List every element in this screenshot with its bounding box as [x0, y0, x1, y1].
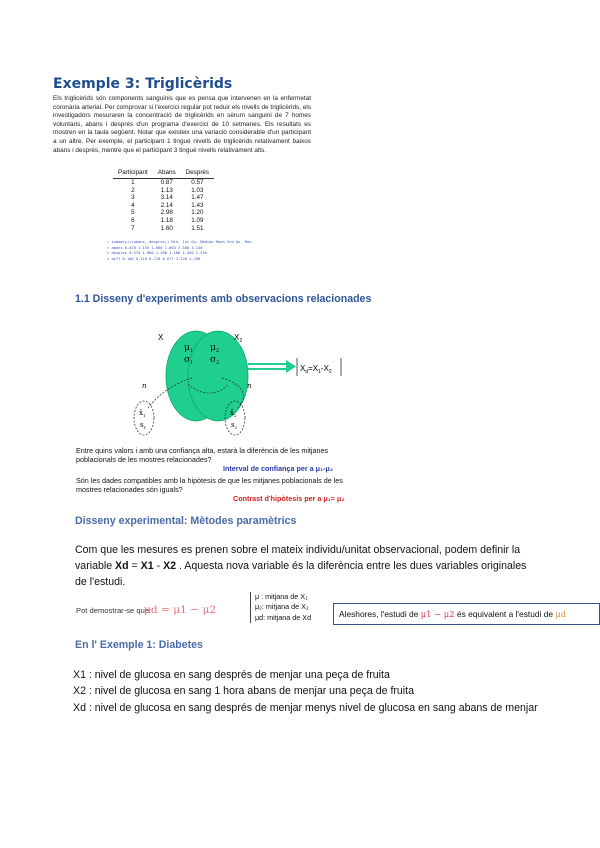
table-header: Abans [153, 169, 181, 179]
table-row [113, 194, 214, 202]
stats-line: > summary(c(abans, despres)) Min. 1st Qu. Median Mean 3rd Qu. Max. [107, 240, 254, 244]
table-row [113, 217, 214, 225]
label-n-left: n [142, 382, 147, 390]
label-xd-sub1: 1 [318, 369, 321, 375]
variable-line: Xd : nivel de glucosa en sang després de menjar menys nivel de glucosa en sang abans de menjar [73, 701, 538, 714]
table-cell: 1.60 [160, 224, 173, 232]
label-mu1-sub: 1 [189, 348, 194, 354]
table-cell: 4 [131, 201, 135, 209]
equivalence-box [333, 603, 600, 625]
label-xbar1-sub: 1 [142, 413, 146, 418]
label-sigma2-main: σ [210, 355, 217, 365]
table-cell: 3 [131, 194, 135, 202]
confidence-interval-label: Interval de confiança per a μ₁-μ₂ [223, 464, 334, 473]
table-cell: 1.03 [191, 186, 204, 194]
table-cell: 2 [131, 186, 135, 194]
minus-sign: - [153, 560, 164, 573]
table-row [113, 179, 214, 187]
table-row [113, 209, 214, 217]
paragraph-text-part2: . Aquesta nova variable és la diferència entre les dues variables originales de l'estudi. [75, 560, 527, 589]
example-title: Exemple 3: Triglicèrids [53, 76, 233, 92]
label-s2 [231, 421, 238, 430]
table-cell: 1.20 [191, 209, 204, 217]
paired-samples-diagram [60, 320, 360, 450]
legend-item: μ : mitjana de X₁ [255, 592, 308, 601]
table-cell: 1.18 [160, 216, 173, 224]
question-hypothesis-test: Són les dades compatibles amb la hipòtesis de que les mitjanes poblacionals de les mostres relacionades són iguals? [76, 476, 343, 495]
table-cell: 1.09 [191, 216, 204, 224]
table-cell: 7 [131, 224, 135, 232]
label-xd-sub2: 2 [328, 369, 332, 375]
label-sigma1-sub: 1 [190, 360, 194, 366]
section-heading-parametric: Disseny experimental: Mètodes paramètrics [75, 515, 297, 527]
table-header-row [113, 169, 214, 179]
label-s2-sub: 2 [234, 425, 238, 430]
label-xd-eq: =X [308, 364, 319, 373]
section-heading-diabetes: En l' Exemple 1: Diabetes [75, 639, 203, 651]
box-prefix: Aleshores, l'estudi de [339, 609, 421, 619]
table-cell: 1.47 [191, 194, 204, 202]
label-mu1-main: μ [184, 343, 190, 353]
label-xd-sub: d [305, 369, 309, 375]
stats-line: > abans 0.870 1.155 1.600 1.863 2.560 3.140 [107, 245, 203, 250]
label-x1: X [158, 333, 164, 342]
label-mu2-main: μ [210, 343, 216, 353]
label-xbar2-sub: 2 [233, 413, 237, 418]
label-xbar1 [139, 409, 146, 418]
equals-sign: = [128, 560, 141, 573]
section-heading-paired-design: 1.1 Disseny d'experiments amb observacions relacionades [75, 293, 372, 305]
label-xd-definition [300, 364, 332, 375]
stats-line: > despres 0.570 1.060 1.200 1.186 1.450 1.510 [107, 251, 207, 256]
stats-line: > diff 0.100 0.110 0.710 0.677 1.120 1.780 [107, 256, 201, 261]
label-xbar2-main: x̄ [230, 409, 234, 417]
table-row [113, 187, 214, 195]
label-xd-main: X [300, 364, 306, 373]
question-confidence-interval: Entre quins valors i amb una confiança alta, estarà la diferència de les mitjanes poblacionals de les mostres relacionades? [76, 446, 329, 465]
r-summary-output [107, 240, 312, 262]
variable-line: X1 : nivel de glucosa en sang després de menjar una peça de fruita [73, 669, 390, 681]
table-cell: 3.14 [160, 194, 173, 202]
population-ellipse-right [188, 331, 248, 421]
label-s1-sub: 1 [143, 425, 147, 430]
label-s1 [140, 421, 146, 430]
table-cell: 2.14 [160, 201, 173, 209]
paragraph-text-part1: Com que les mesures es prenen sobre el mateix individu/unitat observacional, podem definir la variable [75, 544, 521, 573]
means-legend [250, 592, 311, 623]
label-x2-sub: 2 [239, 338, 243, 344]
diabetes-variables [73, 667, 543, 716]
label-n-right: n [247, 382, 252, 390]
variable-x1: X1 [140, 560, 154, 573]
table-cell: 2.98 [160, 209, 173, 217]
label-s2-main: s [231, 421, 235, 429]
table-cell: 6 [131, 216, 135, 224]
variable-line: X2 : nivel de glucosa en sang 1 hora abans de menjar una peça de fruita [73, 685, 414, 698]
table-cell: 0.57 [191, 179, 204, 186]
table-row [113, 202, 214, 210]
label-s1-main: s [140, 421, 144, 429]
table-cell: 1.51 [191, 224, 204, 232]
label-sigma2-sub: 2 [216, 360, 220, 366]
variable-x2: X2 [163, 560, 177, 573]
legend-item: μ₂: mitjana de X₂ [255, 602, 309, 612]
triglycerides-table [113, 169, 214, 232]
table-row [113, 225, 214, 233]
box-middle: és equivalent a l'estudi de [454, 609, 556, 619]
proof-label: Pot demostrar-se que: [76, 606, 152, 615]
mean-difference-equation: μd = μ1 − μ2 [144, 604, 217, 616]
table-cell: 1.13 [160, 186, 173, 194]
hypothesis-test-label: Contrast d'hipòtesis per a μ₁= μ₂ [233, 494, 345, 503]
label-xbar1-main: x̄ [139, 409, 143, 417]
table-header: Després [181, 169, 214, 179]
box-expression: μ1 − μ2 [420, 609, 455, 619]
table-header: Participant [113, 169, 153, 179]
paired-variable-paragraph [75, 542, 535, 591]
label-mu2-sub: 2 [215, 348, 220, 354]
label-x2-main: X [234, 333, 240, 342]
table-cell: 0.87 [160, 179, 173, 186]
legend-item: μd: mitjana de Xd [255, 612, 312, 622]
table-cell: 1.43 [191, 201, 204, 209]
label-xd-dash: -X [320, 364, 329, 373]
table-cell: 1 [131, 179, 135, 186]
table-cell: 5 [131, 209, 135, 217]
arrow-head [286, 360, 296, 373]
example-paragraph: Els triglicèrids són components sanguinis que es pensa que intervenen en la enfermetat coronària arterial. Per comprovar si l'exercici regular pot reduir els nivells de triglicèrids, els investigadors mesuraren la concentració de triglicèrids en sèrum sanguini de 7 homes voluntaris, abans i després d'un programa d'exercici de 10 setmanes. Els resultats es mostren en la taula següent. Notar que existeix una variació considerable d'un participant a un altre. Per exemple, el participant 1 tingué nivells de triglicèrids relativament baixos abans i després, mentre que el participant 3 tingué nivells relativament alts. [53, 95, 311, 154]
box-end: μd [555, 609, 567, 619]
label-sigma1-main: σ [184, 355, 191, 365]
variable-xd: Xd [115, 560, 129, 573]
